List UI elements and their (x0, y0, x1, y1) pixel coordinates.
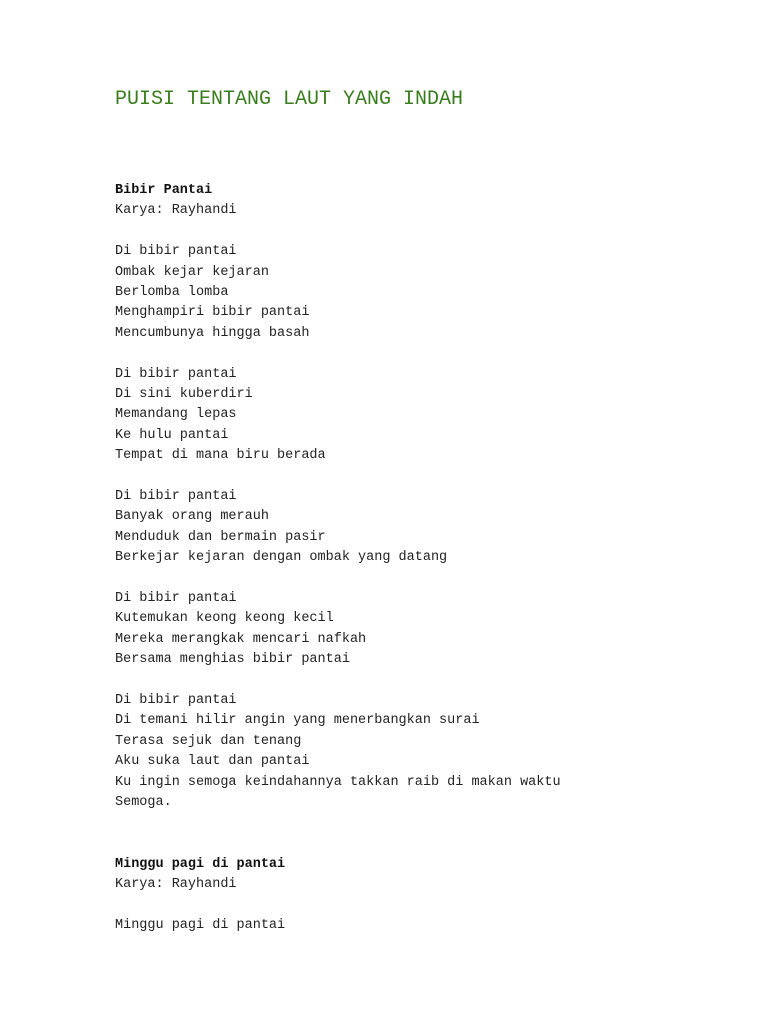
poem-minggu-pagi (115, 855, 285, 937)
poem-title: Bibir Pantai (115, 183, 213, 198)
poem-line: Berkejar kejaran dengan ombak yang datang (115, 550, 448, 566)
poem-line: Menduduk dan bermain pasir (115, 529, 326, 545)
poem-author: Karya: Rayhandi (115, 877, 237, 893)
poem-line: Aku suka laut dan pantai (115, 754, 310, 770)
poem-line: Banyak orang merauh (115, 509, 269, 525)
poem-line: Ke hulu pantai (115, 427, 229, 443)
poem-line: Di bibir pantai (115, 366, 237, 382)
document-title: PUISI TENTANG LAUT YANG INDAH (115, 88, 464, 111)
stanza-5 (115, 691, 561, 813)
poem-line: Terasa sejuk dan tenang (115, 733, 302, 749)
poem-line: Minggu pagi di pantai (115, 918, 286, 934)
poem-line: Di bibir pantai (115, 693, 237, 709)
poem-line: Tempat di mana biru berada (115, 448, 326, 464)
stanza-4 (115, 589, 561, 671)
poem-line: Berlomba lomba (115, 285, 229, 301)
poem-line: Menghampiri bibir pantai (115, 305, 310, 321)
stanza-1 (115, 916, 285, 936)
stanza-1 (115, 242, 561, 344)
poem-line: Mencumbunya hingga basah (115, 325, 310, 341)
poem-bibir-pantai (115, 181, 561, 814)
poem-line: Di bibir pantai (115, 591, 237, 607)
stanza-2 (115, 365, 561, 467)
poem-line: Di bibir pantai (115, 489, 237, 505)
poem-line: Kutemukan keong keong kecil (115, 611, 334, 627)
poem-line: Semoga. (115, 795, 172, 811)
poem-title: Minggu pagi di pantai (115, 857, 286, 872)
stanza-3 (115, 487, 561, 569)
poem-line: Di sini kuberdiri (115, 387, 253, 403)
poem-line: Bersama menghias bibir pantai (115, 652, 350, 668)
poem-line: Memandang lepas (115, 407, 237, 423)
poem-author: Karya: Rayhandi (115, 203, 237, 219)
poem-line: Ombak kejar kejaran (115, 264, 269, 280)
poem-line: Ku ingin semoga keindahannya takkan raib di makan waktu (115, 774, 561, 790)
poem-line: Mereka merangkak mencari nafkah (115, 631, 367, 647)
poem-line: Di bibir pantai (115, 244, 237, 260)
poem-line: Di temani hilir angin yang menerbangkan surai (115, 713, 480, 729)
